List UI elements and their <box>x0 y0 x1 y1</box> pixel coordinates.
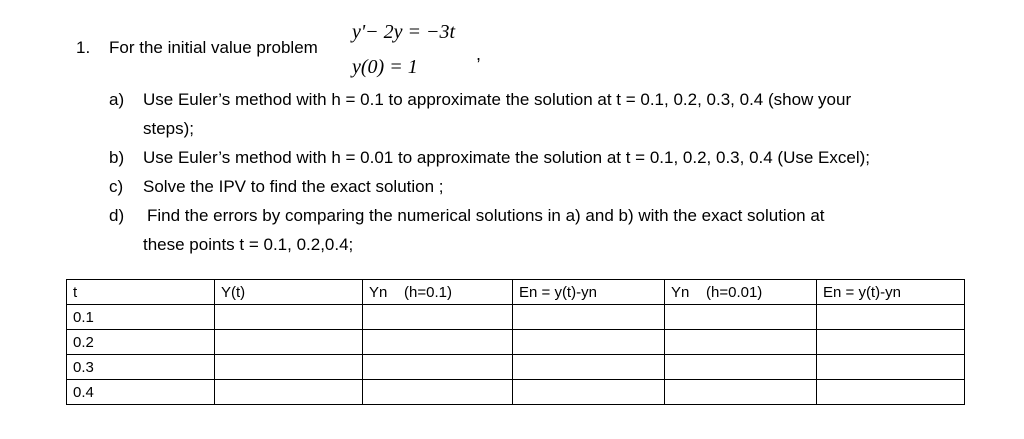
table-row <box>67 355 965 380</box>
cell-yn-h001 <box>665 355 817 380</box>
part-b-label: b) <box>109 148 125 167</box>
initial-condition: y(0) = 1 <box>352 56 418 78</box>
part-d-text-line2: these points t = 0.1, 0.2,0.4; <box>143 235 354 254</box>
part-a-label: a) <box>109 90 125 109</box>
header-t: t <box>67 280 215 305</box>
equation-comma: , <box>476 44 482 64</box>
cell-en-h001 <box>817 305 965 330</box>
cell-yn-h001 <box>665 330 817 355</box>
cell-yn-h001 <box>665 305 817 330</box>
cell-yn-h01 <box>363 330 513 355</box>
header-yn-h01: Yn (h=0.1) <box>363 280 513 305</box>
table-row <box>67 330 965 355</box>
header-en-h01: En = y(t)-yn <box>513 280 665 305</box>
part-d-text-line1: Find the errors by comparing the numerical solutions in a) and b) with the exact solution at <box>147 206 825 225</box>
question-text: For the initial value problem <box>109 38 318 57</box>
part-c-text: Solve the IPV to find the exact solution ; <box>143 177 444 196</box>
cell-y-exact <box>215 330 363 355</box>
cell-en-h01 <box>513 305 665 330</box>
part-c-label: c) <box>109 177 124 196</box>
results-table <box>66 279 965 405</box>
cell-y-exact <box>215 355 363 380</box>
header-en-h001: En = y(t)-yn <box>817 280 965 305</box>
cell-t: 0.2 <box>67 330 215 355</box>
question-number: 1. <box>76 38 91 57</box>
cell-t: 0.4 <box>67 380 215 405</box>
cell-yn-h001 <box>665 380 817 405</box>
cell-t: 0.1 <box>67 305 215 330</box>
cell-en-h001 <box>817 355 965 380</box>
cell-t: 0.3 <box>67 355 215 380</box>
table-row <box>67 380 965 405</box>
cell-en-h01 <box>513 330 665 355</box>
part-d-label: d) <box>109 206 125 225</box>
part-a-text-line2: steps); <box>143 119 195 138</box>
cell-en-h01 <box>513 380 665 405</box>
differential-equation: y'− 2y = −3t <box>352 21 456 43</box>
header-yn-h001: Yn (h=0.01) <box>665 280 817 305</box>
header-y-exact: Y(t) <box>215 280 363 305</box>
table-header-row <box>67 280 965 305</box>
cell-yn-h01 <box>363 355 513 380</box>
part-b-text: Use Euler’s method with h = 0.01 to approximate the solution at t = 0.1, 0.2, 0.3, 0.4 (Use Excel); <box>143 148 870 167</box>
table-row <box>67 305 965 330</box>
cell-en-h001 <box>817 330 965 355</box>
cell-yn-h01 <box>363 305 513 330</box>
cell-en-h01 <box>513 355 665 380</box>
cell-y-exact <box>215 380 363 405</box>
part-a-text-line1: Use Euler’s method with h = 0.1 to approximate the solution at t = 0.1, 0.2, 0.3, 0.4 (show your <box>143 90 852 109</box>
cell-yn-h01 <box>363 380 513 405</box>
cell-en-h001 <box>817 380 965 405</box>
cell-y-exact <box>215 305 363 330</box>
